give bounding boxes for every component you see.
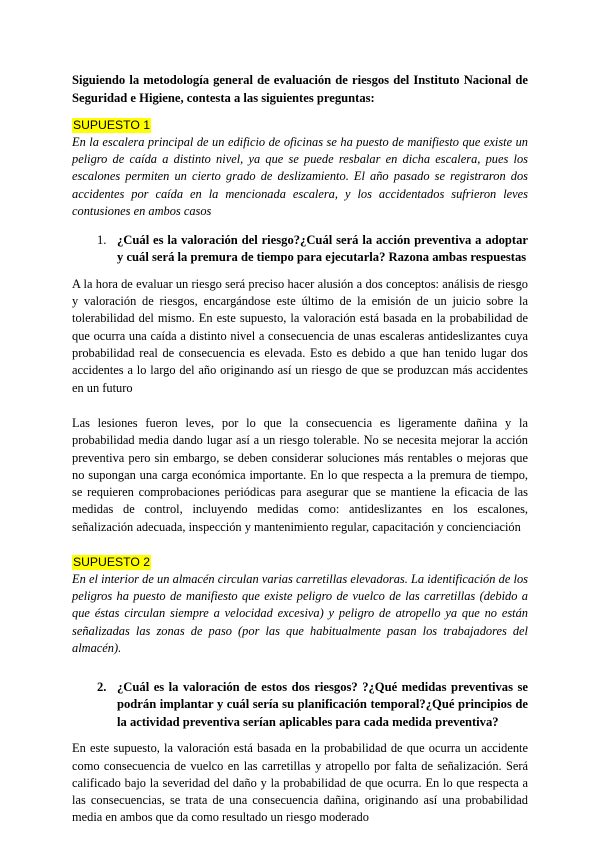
answer-2-paragraph-1: En este supuesto, la valoración está basada en la probabilidad de que ocurra un accidente como consecuencia de vuelco en las carretillas y atropello por falta de señalización. Será calificado bajo la severidad del daño y la probabilidad de que ocurra. En lo que respecta a las consecuencias, se trata de una consecuencia dañina, originando así una probabilidad media en ambos que da como resultado un riesgo moderado: [72, 741, 528, 825]
question-2-number: 2.: [97, 680, 107, 694]
supuesto-1-label: SUPUESTO 1: [73, 118, 150, 132]
supuesto-2-section: [72, 554, 528, 827]
question-1: [72, 232, 528, 267]
question-2: [72, 679, 528, 731]
answer-1-paragraph-2: Las lesiones fueron leves, por lo que la consecuencia es ligeramente dañina y la probabilidad media dando lugar así a un riesgo tolerable. No se necesita mejorar la acción preventiva pero sin embargo, se deben considerar soluciones más rentables o mejoras que no supongan una carga económica importante. En lo que respecta a la premura de tiempo, se requieren comprobaciones periódicas para asegurar que se mantiene la eficacia de las medidas de control, incluyendo medidas como: antideslizantes en los escalones, señalización adecuada, inspección y mantenimiento regular, capacitación y concienciación: [72, 415, 528, 534]
supuesto-1-section: [72, 117, 528, 536]
question-2-text: ¿Cuál es la valoración de estos dos riesgos? ?¿Qué medidas preventivas se podrán implantar y cuál sería su planificación temporal?¿Qué principios de la actividad preventiva serían aplicables para cada medida preventiva?: [117, 680, 528, 729]
supuesto-2-label: SUPUESTO 2: [73, 554, 150, 569]
question-1-text: ¿Cuál es la valoración del riesgo?¿Cuál será la acción preventiva a adoptar y cuál será la premura de tiempo para ejecutarla? Razona ambas respuestas: [117, 233, 528, 265]
document-title: Siguiendo la metodología general de evaluación de riesgos del Instituto Nacional de Seguridad e Higiene, contesta a las siguientes preguntas:: [72, 73, 528, 105]
answer-1-paragraph-1: A la hora de evaluar un riesgo será preciso hacer alusión a dos conceptos: análisis de riesgo y valoración de riesgos, encargándose este último de la emisión de un juicio sobre la tolerabilidad del mismo. En este supuesto, la valoración está basada en la probabilidad de que ocurra una caída a distinto nivel a consecuencia de unas escaleras antideslizantes cuya probabilidad real de consecuencia es elevada. Esto es debido a que han tenido lugar dos accidentes a lo largo del año originando así un riesgo de que se produzcan más accidentes en un futuro: [72, 276, 528, 395]
question-1-number: 1.: [97, 233, 107, 248]
supuesto-1-scenario: En la escalera principal de un edificio de oficinas se ha puesto de manifiesto que existe un peligro de caída a distinto nivel, ya que se puede resbalar en dicha escalera, pues los escalones permiten un cierto grado de deslizamiento. El año pasado se registraron dos accidentes por caída en la mencionada escalera, y los accidentados sufrieron leves contusiones en ambos casos: [72, 135, 528, 218]
supuesto-2-scenario: En el interior de un almacén circulan varias carretillas elevadoras. La identificación de los peligros ha puesto de manifiesto que existe peligro de vuelco de las carretillas (debido a que éstas circulan siempre a velocidad excesiva) y peligro de atropello ya que no están señalizadas las zonas de paso (por las que habitualmente pasan los trabajadores del almacén).: [72, 571, 528, 655]
